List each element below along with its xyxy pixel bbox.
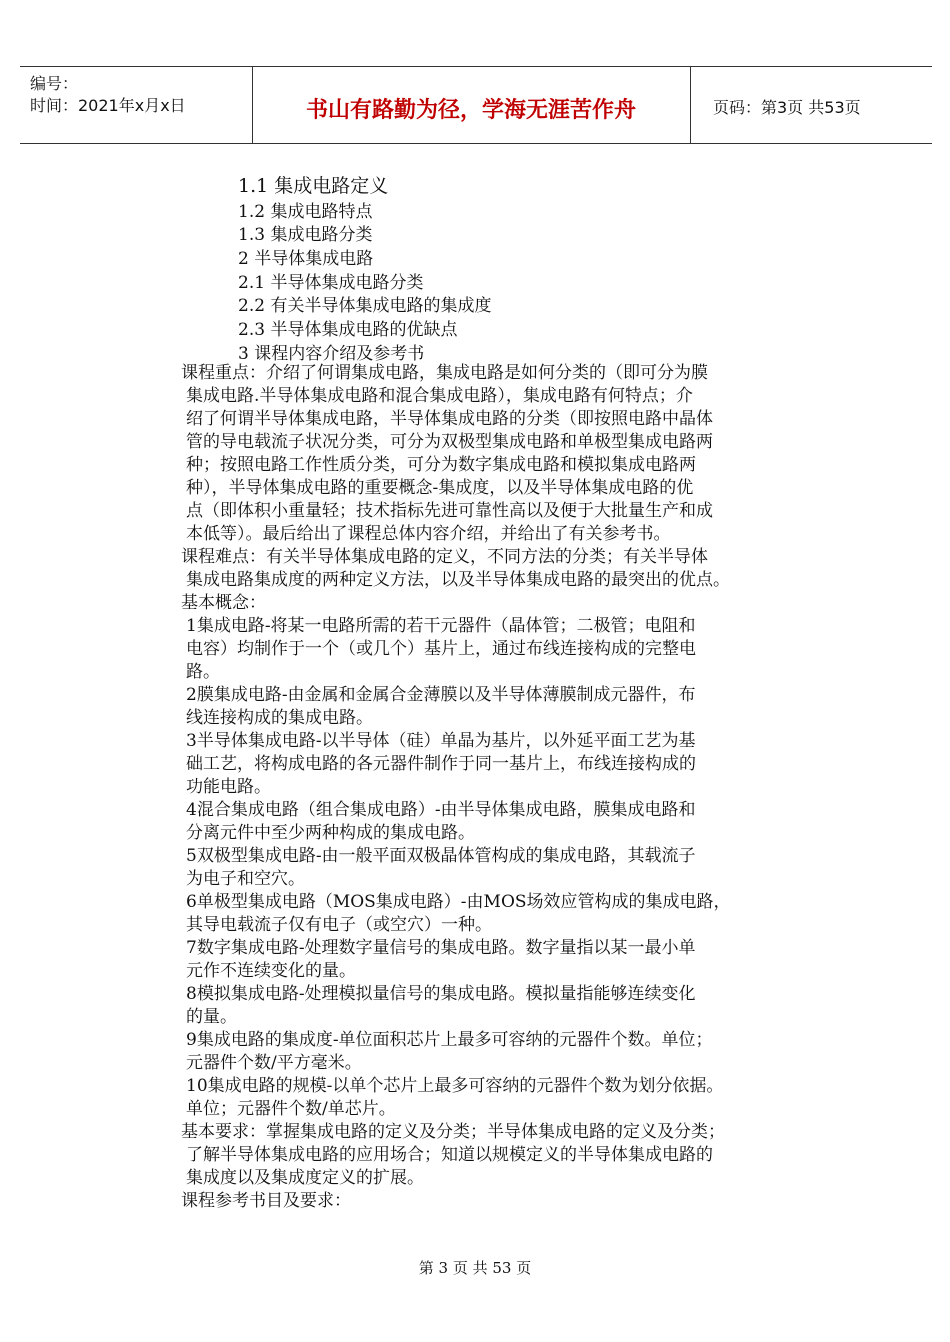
text-line: 基本要求：掌握集成电路的定义及分类；半导体集成电路的定义及分类；: [181, 1122, 725, 1142]
toc-item: 1.2 集成电路特点: [238, 202, 373, 222]
text-line: 基本概念：: [181, 593, 266, 613]
text-line: 5双极型集成电路-由一般平面双极晶体管构成的集成电路，其载流子: [186, 846, 696, 866]
toc-item: 1.3 集成电路分类: [238, 225, 373, 245]
toc-item: 2.3 半导体集成电路的优缺点: [238, 320, 458, 340]
toc-item: 2.1 半导体集成电路分类: [238, 273, 424, 293]
text-line: 种；按照电路工作性质分类，可分为数字集成电路和模拟集成电路两: [186, 455, 696, 475]
header-page-cell: [691, 67, 932, 143]
number-label: 编号：: [30, 74, 79, 93]
text-line: 单位；元器件个数/单芯片。: [186, 1099, 396, 1119]
time-label: 时间：2021年x月x日: [30, 96, 186, 115]
text-line: 的量。: [186, 1007, 237, 1027]
text-line: 为电子和空穴。: [186, 869, 305, 889]
text-line: 8模拟集成电路-处理模拟量信号的集成电路。模拟量指能够连续变化: [186, 984, 696, 1004]
text-line: 了解半导体集成电路的应用场合；知道以规模定义的半导体集成电路的: [186, 1145, 713, 1165]
text-line: 2膜集成电路-由金属和金属合金薄膜以及半导体薄膜制成元器件，布: [186, 685, 696, 705]
text-line: 课程参考书目及要求：: [181, 1191, 351, 1211]
text-line: 3半导体集成电路-以半导体（硅）单晶为基片，以外延平面工艺为基: [186, 731, 696, 751]
text-line: 其导电载流子仅有电子（或空穴）一种。: [186, 915, 492, 935]
toc-item: 2 半导体集成电路: [238, 249, 374, 269]
text-line: 电容）均制作于一个（或几个）基片上，通过布线连接构成的完整电: [186, 639, 696, 659]
text-line: 功能电路。: [186, 777, 271, 797]
text-line: 集成电路.半导体集成电路和混合集成电路），集成电路有何特点；介: [186, 386, 693, 406]
text-line: 元作不连续变化的量。: [186, 961, 356, 981]
page-header: [20, 66, 932, 144]
text-line: 课程重点：介绍了何谓集成电路，集成电路是如何分类的（即可分为膜: [181, 363, 708, 383]
page-number-label: 页码：第3页 共53页: [713, 98, 861, 117]
text-line: 本低等）。最后给出了课程总体内容介绍，并给出了有关参考书。: [186, 524, 671, 544]
text-line: 10集成电路的规模-以单个芯片上最多可容纳的元器件个数为划分依据。: [186, 1076, 724, 1096]
text-line: 管的导电载流子状况分类，可分为双极型集成电路和单极型集成电路两: [186, 432, 713, 452]
toc-item: 2.2 有关半导体集成电路的集成度: [238, 296, 492, 316]
text-line: 7数字集成电路-处理数字量信号的集成电路。数字量指以某一最小单: [186, 938, 696, 958]
text-line: 础工艺，将构成电路的各元器件制作于同一基片上，布线连接构成的: [186, 754, 696, 774]
text-line: 集成度以及集成度定义的扩展。: [186, 1168, 424, 1188]
header-info-cell: [20, 67, 253, 143]
motto-text: 书山有路勤为径，学海无涯苦作舟: [305, 98, 636, 123]
text-line: 线连接构成的集成电路。: [186, 708, 373, 728]
text-line: 9集成电路的集成度-单位面积芯片上最多可容纳的元器件个数。单位；: [186, 1030, 713, 1050]
text-line: 1集成电路-将某一电路所需的若干元器件（晶体管；二极管；电阻和: [186, 616, 696, 636]
text-line: 点（即体积小重量轻；技术指标先进可靠性高以及便于大批量生产和成: [186, 501, 713, 521]
text-line: 集成电路集成度的两种定义方法，以及半导体集成电路的最突出的优点。: [186, 570, 730, 590]
text-line: 路。: [186, 662, 220, 682]
toc-item: 1.1 集成电路定义: [238, 175, 389, 197]
text-line: 课程难点：有关半导体集成电路的定义，不同方法的分类；有关半导体: [181, 547, 708, 567]
text-line: 绍了何谓半导体集成电路，半导体集成电路的分类（即按照电路中晶体: [186, 409, 713, 429]
toc-item: 3 课程内容介绍及参考书: [238, 344, 425, 364]
header-motto-cell: [252, 67, 691, 143]
text-line: 6单极型集成电路（MOS集成电路）-由MOS场效应管构成的集成电路，: [186, 892, 731, 912]
text-line: 分离元件中至少两种构成的集成电路。: [186, 823, 475, 843]
text-line: 种），半导体集成电路的重要概念-集成度，以及半导体集成电路的优: [186, 478, 694, 498]
text-line: 元器件个数/平方毫米。: [186, 1053, 362, 1073]
text-line: 4混合集成电路（组合集成电路）-由半导体集成电路，膜集成电路和: [186, 800, 696, 820]
page-footer: 第 3 页 共 53 页: [418, 1259, 532, 1277]
